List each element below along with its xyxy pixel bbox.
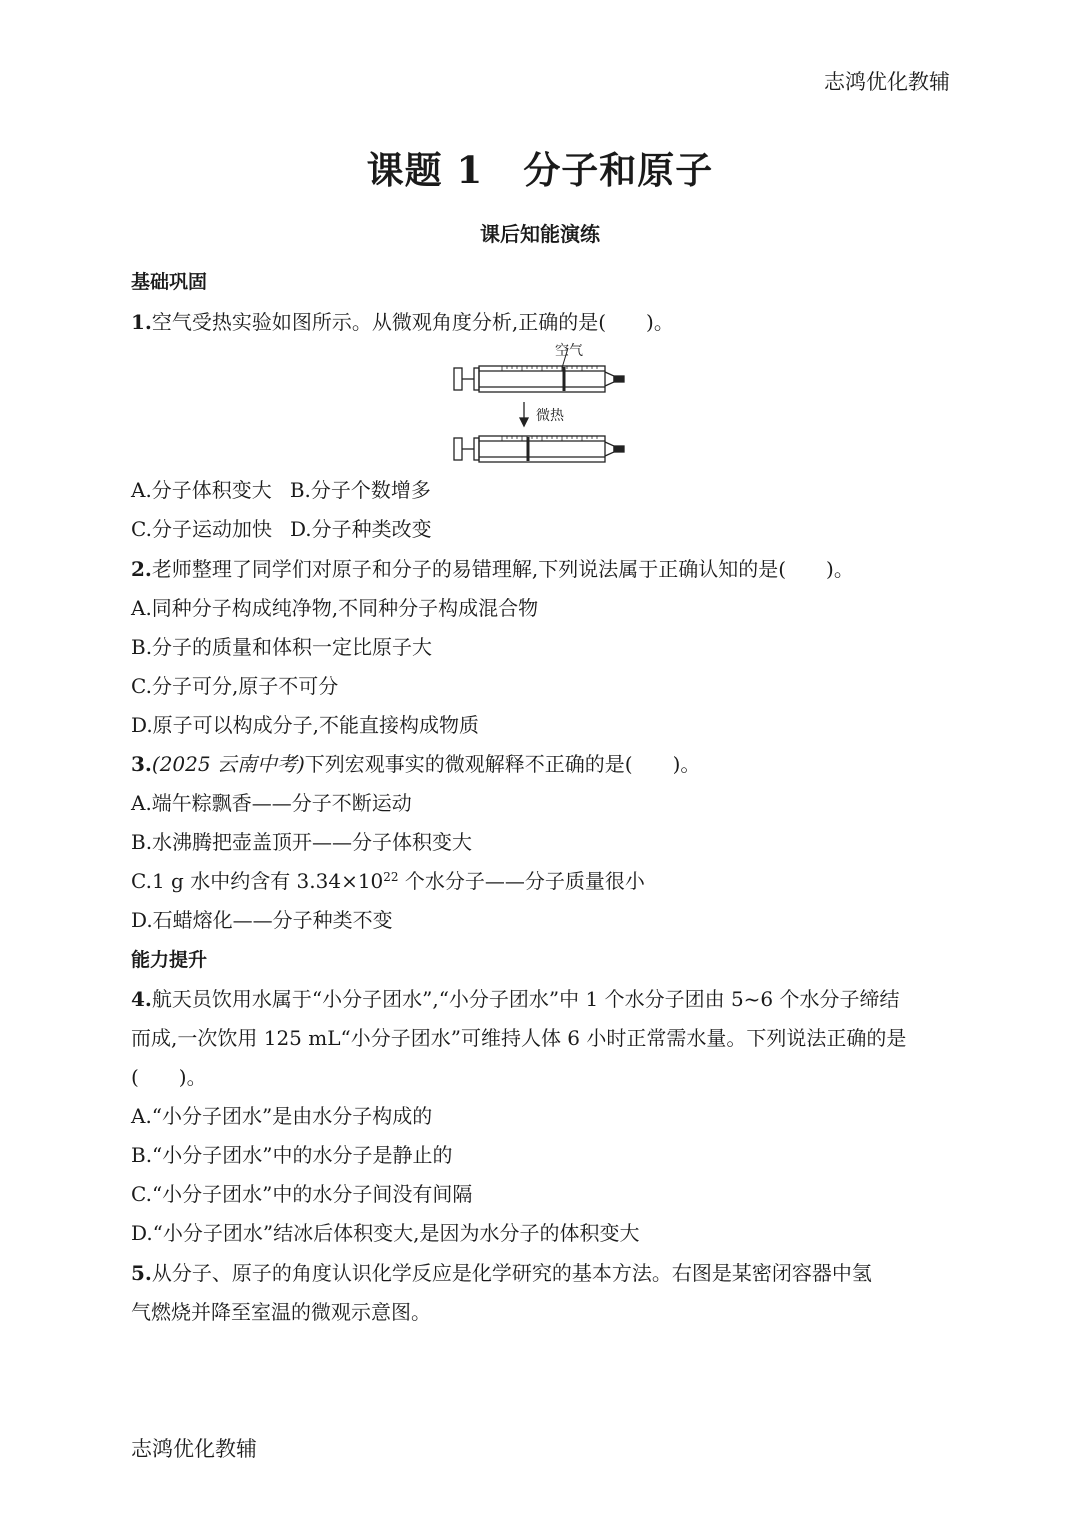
q4-option-b: B.“小分子团水”中的水分子是静止的 bbox=[131, 1143, 453, 1167]
q3-stem-text: 下列宏观事实的微观解释不正确的是( )。 bbox=[304, 752, 701, 776]
q5-number: 5. bbox=[131, 1261, 152, 1285]
page-title bbox=[0, 140, 1080, 194]
q4-option-a: A.“小分子团水”是由水分子构成的 bbox=[131, 1104, 433, 1128]
label-heat: 微热 bbox=[536, 408, 564, 424]
q1-stem-text: 空气受热实验如图所示。从微观角度分析,正确的是( )。 bbox=[151, 310, 674, 334]
heat-arrow bbox=[520, 402, 528, 426]
q2-stem-text: 老师整理了同学们对原子和分子的易错理解,下列说法属于正确认知的是( )。 bbox=[151, 557, 854, 581]
q1-number: 1. bbox=[131, 310, 152, 334]
q5-stem-text-1: 从分子、原子的角度认识化学反应是化学研究的基本方法。右图是某密闭容器中氢 bbox=[151, 1261, 872, 1285]
q2-stem bbox=[131, 555, 854, 583]
q5-stem-line2: 气燃烧并降至室温的微观示意图。 bbox=[131, 1300, 431, 1324]
q2-option-a: A.同种分子构成纯净物,不同种分子构成混合物 bbox=[131, 596, 539, 620]
page-subtitle: 课后知能演练 bbox=[480, 222, 600, 246]
syringe-figure bbox=[452, 338, 632, 472]
q3-option-c bbox=[131, 867, 645, 895]
q1-options-ab bbox=[131, 476, 431, 504]
syringe-bottom bbox=[454, 436, 624, 462]
q5-stem-line1 bbox=[131, 1259, 872, 1287]
q2-option-b: B.分子的质量和体积一定比原子大 bbox=[131, 635, 433, 659]
q1-options-cd bbox=[131, 515, 432, 543]
q1-stem bbox=[131, 308, 674, 336]
title-prefix: 课题 1 bbox=[366, 148, 484, 192]
section-basic: 基础巩固 bbox=[131, 271, 208, 293]
q4-option-c: C.“小分子团水”中的水分子间没有间隔 bbox=[131, 1182, 473, 1206]
syringe-top bbox=[454, 348, 624, 392]
q4-stem-line3: ( )。 bbox=[131, 1065, 207, 1089]
q1-option-d: D.分子种类改变 bbox=[289, 517, 432, 541]
q1-option-b: B.分子个数增多 bbox=[289, 478, 431, 502]
q3-number: 3. bbox=[131, 752, 152, 776]
title-main: 分子和原子 bbox=[523, 148, 714, 192]
q3-option-a: A.端午粽飘香——分子不断运动 bbox=[131, 791, 412, 815]
q3-option-b: B.水沸腾把壶盖顶开——分子体积变大 bbox=[131, 830, 473, 854]
q4-stem-line2: 而成,一次饮用 125 mL“小分子团水”可维持人体 6 小时正常需水量。下列说法正确的是 bbox=[131, 1026, 907, 1050]
syringe-bottom-ticks bbox=[502, 436, 597, 441]
footer-brand: 志鸿优化教辅 bbox=[131, 1437, 257, 1461]
q2-option-d: D.原子可以构成分子,不能直接构成物质 bbox=[131, 713, 480, 737]
q3-option-d: D.石蜡熔化——分子种类不变 bbox=[131, 908, 393, 932]
q3-option-c-pre: C.1 g 水中约含有 3.34×10 bbox=[131, 869, 384, 893]
label-air: 空气 bbox=[555, 343, 583, 359]
q4-option-d: D.“小分子团水”结冰后体积变大,是因为水分子的体积变大 bbox=[131, 1221, 640, 1245]
syringe-diagram bbox=[452, 338, 632, 468]
q1-option-c: C.分子运动加快 bbox=[131, 517, 272, 541]
q4-number: 4. bbox=[131, 987, 152, 1011]
q3-option-c-post: 个水分子——分子质量很小 bbox=[398, 869, 645, 893]
syringe-top-ticks bbox=[502, 366, 597, 371]
q4-stem-text-1: 航天员饮用水属于“小分子团水”,“小分子团水”中 1 个水分子团由 5~6 个水分子缔结 bbox=[151, 987, 900, 1011]
q3-option-c-exponent: 22 bbox=[383, 870, 399, 884]
header-brand: 志鸿优化教辅 bbox=[824, 70, 950, 94]
q3-stem bbox=[131, 750, 700, 778]
section-advanced: 能力提升 bbox=[131, 949, 208, 971]
q4-stem-line1 bbox=[131, 985, 900, 1013]
q3-source: (2025 云南中考) bbox=[151, 752, 305, 776]
q1-option-a: A.分子体积变大 bbox=[131, 478, 272, 502]
q2-number: 2. bbox=[131, 557, 152, 581]
q2-option-c: C.分子可分,原子不可分 bbox=[131, 674, 339, 698]
